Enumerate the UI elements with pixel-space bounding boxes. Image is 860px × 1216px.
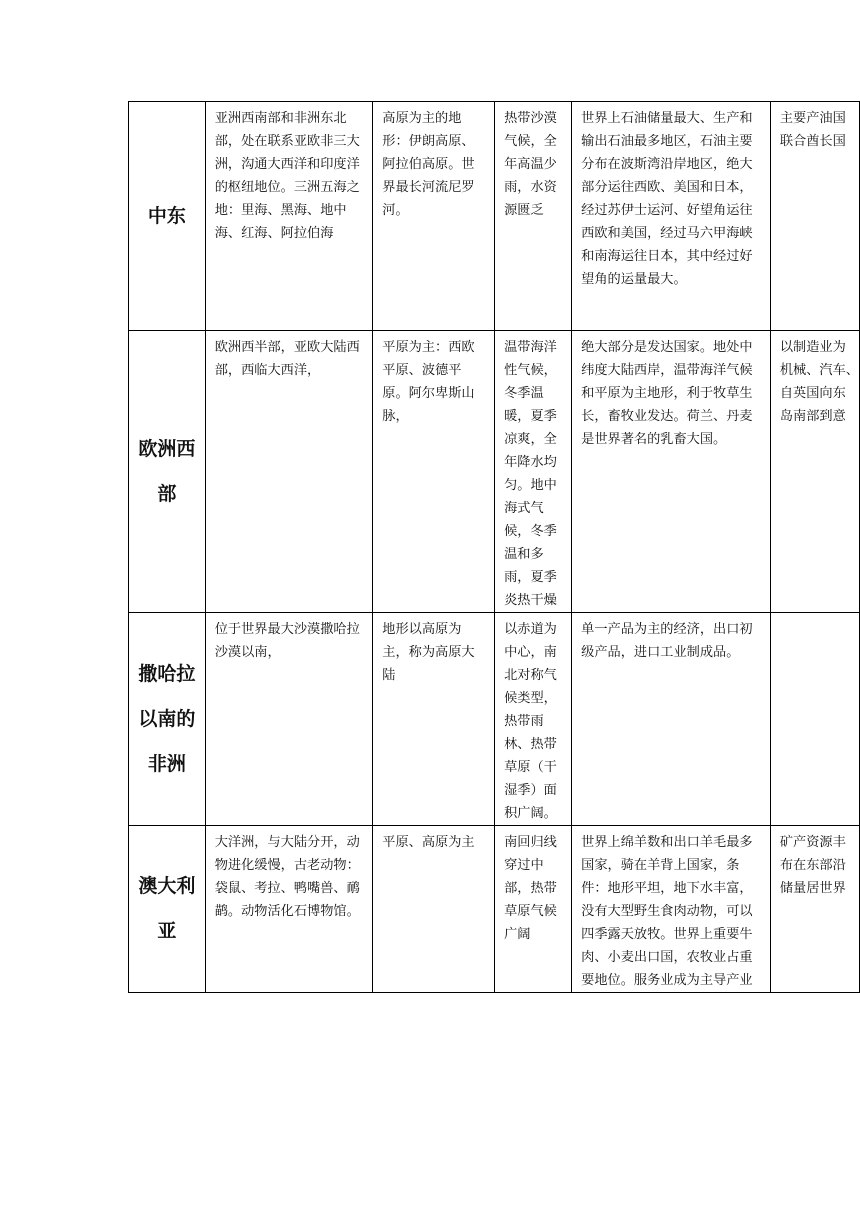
table-row	[129, 102, 860, 331]
table-row	[129, 331, 860, 613]
truncated-cell	[770, 613, 859, 826]
location-cell: 欧洲西半部，亚欧大陆西部，西临大西洋，	[205, 331, 373, 613]
truncated-cell	[770, 102, 859, 331]
economy-cell: 绝大部分是发达国家。地处中纬度大陆西岸，温带海洋气候和平原为主地形，利于牧草生长，畜牧业发达。荷兰、丹麦是世界著名的乳畜大国。	[572, 331, 771, 613]
climate-cell: 热带沙漠气候，全年高温少雨，水资源匮乏	[495, 102, 572, 331]
table-row	[129, 613, 860, 826]
economy-cell: 世界上绵羊数和出口羊毛最多国家，骑在羊背上国家，条件：地形平坦，地下水丰富，没有大型野生食肉动物，可以四季露天放牧。世界上重要牛肉、小麦出口国，农牧业占重要地位。服务业成为主导产业	[572, 826, 771, 993]
location-cell: 位于世界最大沙漠撒哈拉沙漠以南，	[205, 613, 373, 826]
truncated-line: 岛南部到意	[779, 409, 846, 424]
region-name-cell: 中东	[129, 102, 206, 331]
terrain-cell: 平原为主：西欧平原、波德平原。阿尔卑斯山脉，	[373, 331, 495, 613]
truncated-line: 机械、汽车、	[779, 363, 859, 378]
truncated-line: 储量居世界	[779, 881, 846, 896]
region-name-cell: 澳大利 亚	[129, 826, 206, 993]
region-name-cell: 撒哈拉 以南的 非洲	[129, 613, 206, 826]
economy-cell: 单一产品为主的经济，出口初级产品，进口工业制成品。	[572, 613, 771, 826]
terrain-cell: 地形以高原为主，称为高原大陆	[373, 613, 495, 826]
terrain-cell: 平原、高原为主	[373, 826, 495, 993]
truncated-line: 自英国向东	[779, 386, 846, 401]
location-cell: 亚洲西南部和非洲东北部，处在联系亚欧非三大洲，沟通大西洋和印度洋的枢纽地位。三洲五海之地：里海、黑海、地中海、红海、阿拉伯海	[205, 102, 373, 331]
climate-cell: 温带海洋性气候，冬季温暖，夏季凉爽，全年降水均匀。地中海式气候，冬季温和多雨，夏季炎热干燥	[495, 331, 572, 613]
climate-cell: 南回归线穿过中部，热带草原气候广阔	[495, 826, 572, 993]
region-geography-table	[128, 101, 860, 993]
terrain-cell: 高原为主的地形：伊朗高原、阿拉伯高原。世界最长河流尼罗河。	[373, 102, 495, 331]
truncated-cell	[770, 331, 859, 613]
region-name-cell: 欧洲西 部	[129, 331, 206, 613]
table-row	[129, 826, 860, 993]
truncated-cell	[770, 826, 859, 993]
location-cell: 大洋洲，与大陆分开，动物进化缓慢，古老动物：袋鼠、考拉、鸭嘴兽、鸸鹋。动物活化石博物馆。	[205, 826, 373, 993]
truncated-line: 主要产油国	[779, 111, 846, 126]
truncated-line: 联合酋长国	[779, 134, 846, 149]
truncated-line: 布在东部沿	[779, 858, 846, 873]
economy-cell: 世界上石油储量最大、生产和输出石油最多地区，石油主要分布在波斯湾沿岸地区，绝大部分运往西欧、美国和日本，经过苏伊士运河、好望角运往西欧和美国，经过马六甲海峡和南海运往日本，其中经过好望角的运量最大。	[572, 102, 771, 331]
truncated-line: 以制造业为	[779, 340, 846, 355]
climate-cell: 以赤道为中心，南北对称气候类型，热带雨林、热带草原（干湿季）面积广阔。	[495, 613, 572, 826]
truncated-line: 矿产资源丰	[779, 835, 846, 850]
